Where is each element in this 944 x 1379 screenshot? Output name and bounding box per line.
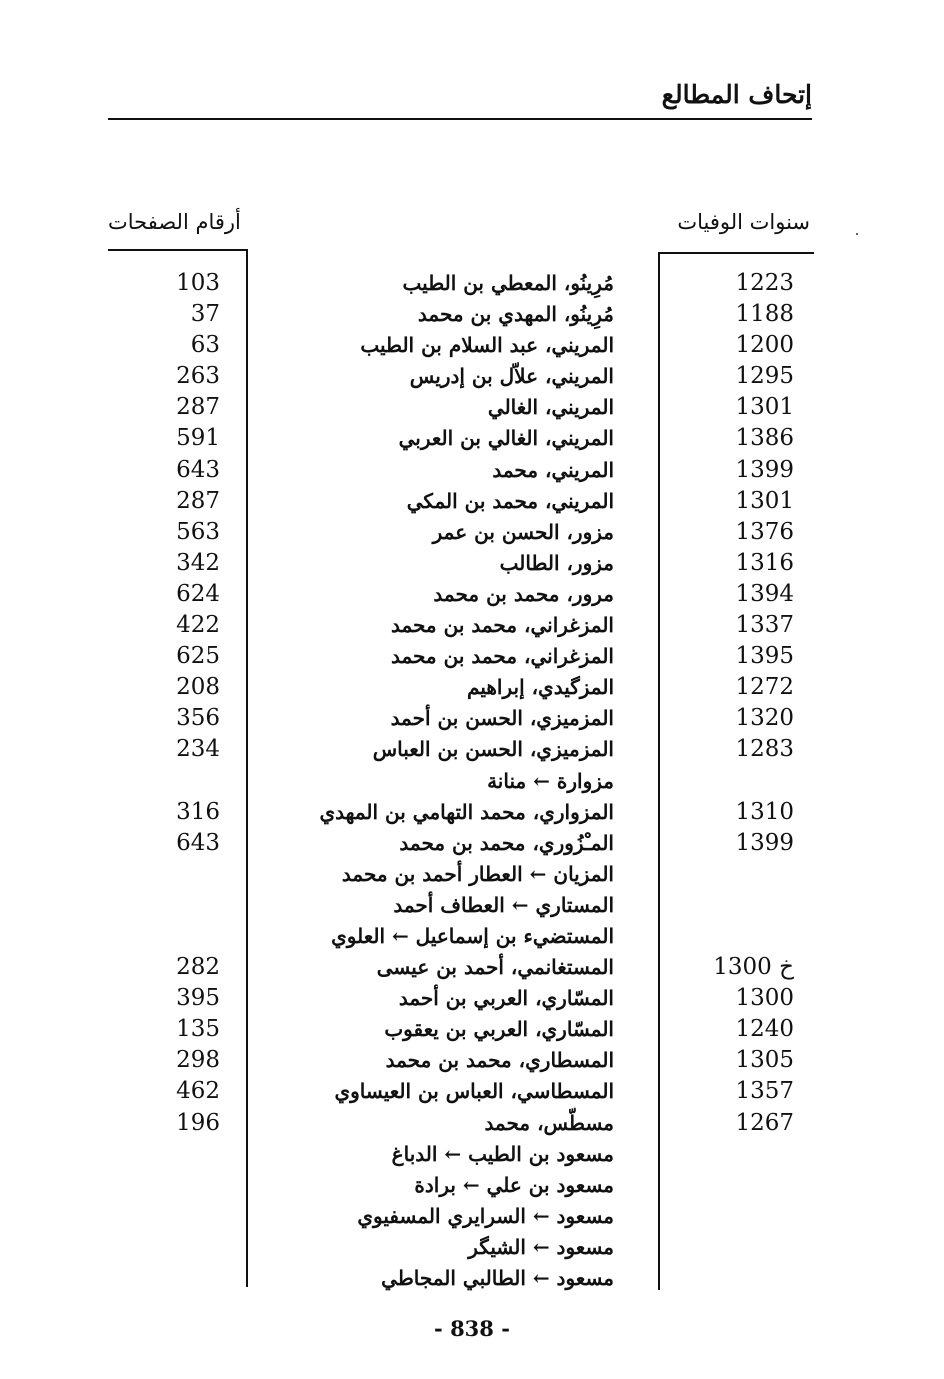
page-reference: 563 bbox=[176, 518, 220, 545]
index-entry-row bbox=[0, 828, 944, 859]
person-name: مسعود ← الشيگر bbox=[468, 1234, 614, 1259]
index-entry-row bbox=[0, 1076, 944, 1107]
page-reference: 263 bbox=[176, 363, 220, 390]
index-entry-row bbox=[0, 952, 944, 983]
index-entry-row bbox=[0, 1263, 944, 1294]
index-entry-row bbox=[0, 1170, 944, 1201]
person-name: مرور، محمد بن محمد bbox=[433, 581, 614, 606]
page-reference: 135 bbox=[176, 1016, 220, 1043]
page-reference: 342 bbox=[176, 549, 220, 576]
index-entry-row bbox=[0, 1014, 944, 1045]
page-reference: 234 bbox=[176, 736, 220, 763]
pages-column-heading: أرقام الصفحات bbox=[108, 210, 241, 234]
page-reference: 422 bbox=[176, 612, 220, 639]
index-entry-row bbox=[0, 1139, 944, 1170]
index-rows bbox=[0, 268, 944, 1294]
page-reference: 63 bbox=[190, 332, 220, 359]
index-entry-row bbox=[0, 1045, 944, 1076]
index-entry-row bbox=[0, 330, 944, 361]
page-reference: 287 bbox=[176, 487, 220, 514]
index-entry-row bbox=[0, 486, 944, 517]
index-entry-row bbox=[0, 548, 944, 579]
death-year: 1357 bbox=[735, 1078, 794, 1105]
person-name: مسعود بن الطيب ← الدباغ bbox=[391, 1141, 614, 1166]
index-entry-row bbox=[0, 921, 944, 952]
person-name: المريني، الغالي بن العربي bbox=[398, 426, 614, 451]
death-year: 1200 bbox=[735, 332, 794, 359]
person-name: المزميزي، الحسن بن العباس bbox=[372, 737, 614, 762]
person-name: المريني، محمد بن المكي bbox=[406, 488, 614, 513]
person-name: مسعود ← السرايري المسفيوي bbox=[357, 1203, 614, 1228]
index-entry-row bbox=[0, 423, 944, 454]
index-entry-row bbox=[0, 361, 944, 392]
person-name: المريني، محمد bbox=[492, 457, 614, 482]
index-entry-row bbox=[0, 797, 944, 828]
header-rule bbox=[108, 118, 812, 120]
person-name: المريني، الغالي bbox=[487, 395, 614, 420]
page-reference: 356 bbox=[176, 705, 220, 732]
death-year: 1295 bbox=[735, 363, 794, 390]
death-year: 1188 bbox=[735, 301, 794, 328]
person-name: المريني، علاّل بن إدريس bbox=[409, 364, 614, 389]
index-entry-row bbox=[0, 1108, 944, 1139]
person-name: المسطاسي، العباس بن العيساوي bbox=[334, 1079, 614, 1104]
death-year: 1399 bbox=[735, 456, 794, 483]
person-name: المريني، عبد السلام بن الطيب bbox=[360, 333, 614, 358]
page-reference: 591 bbox=[176, 425, 220, 452]
person-name: المزيان ← العطار أحمد بن محمد bbox=[341, 861, 614, 886]
death-year: 1316 bbox=[735, 549, 794, 576]
person-name: مزور، الحسن بن عمر bbox=[432, 519, 614, 544]
index-entry-row bbox=[0, 766, 944, 797]
page-reference: 462 bbox=[176, 1078, 220, 1105]
index-entry-row bbox=[0, 703, 944, 734]
page-number: - 838 - bbox=[434, 1316, 510, 1341]
index-entry-row bbox=[0, 455, 944, 486]
index-entry-row bbox=[0, 859, 944, 890]
index-entry-row bbox=[0, 890, 944, 921]
person-name: المـْزُوري، محمد بن محمد bbox=[399, 830, 614, 855]
index-entry-row bbox=[0, 610, 944, 641]
person-name: المستضيء بن إسماعيل ← العلوي bbox=[331, 923, 614, 948]
person-name: المزغراني، محمد بن محمد bbox=[390, 644, 614, 669]
death-year: 1301 bbox=[735, 394, 794, 421]
page-reference: 643 bbox=[176, 456, 220, 483]
death-year: 1386 bbox=[735, 425, 794, 452]
page-reference: 316 bbox=[176, 798, 220, 825]
death-year: 1337 bbox=[735, 612, 794, 639]
page-reference: 208 bbox=[176, 674, 220, 701]
person-name: مسطّس، محمد bbox=[484, 1110, 614, 1135]
death-year: 1300 bbox=[735, 985, 794, 1012]
page-reference: 643 bbox=[176, 829, 220, 856]
death-year: 1310 bbox=[735, 798, 794, 825]
years-column-heading: سنوات الوفيات bbox=[677, 210, 810, 234]
death-year: خ 1300 bbox=[713, 954, 794, 981]
page-reference: 103 bbox=[176, 270, 220, 296]
index-entry-row bbox=[0, 734, 944, 765]
death-year: 1283 bbox=[735, 736, 794, 763]
page-reference: 37 bbox=[190, 301, 220, 328]
page-reference: 298 bbox=[176, 1047, 220, 1074]
death-year: 1376 bbox=[735, 518, 794, 545]
death-year: 1223 bbox=[735, 270, 794, 296]
person-name: المزميزي، الحسن بن أحمد bbox=[390, 706, 614, 731]
person-name: المزگيدي، إبراهيم bbox=[467, 675, 614, 700]
death-year: 1240 bbox=[735, 1016, 794, 1043]
index-entry-row bbox=[0, 392, 944, 423]
person-name: مسعود ← الطالبي المجاطي bbox=[381, 1266, 614, 1290]
page-reference: 625 bbox=[176, 643, 220, 670]
person-name: المستاري ← العطاف أحمد bbox=[393, 892, 614, 917]
index-entry-row bbox=[0, 517, 944, 548]
page-reference: 624 bbox=[176, 580, 220, 607]
page-reference: 196 bbox=[176, 1109, 220, 1136]
death-year: 1320 bbox=[735, 705, 794, 732]
index-entry-row bbox=[0, 579, 944, 610]
person-name: مزوارة ← منانة bbox=[487, 768, 614, 793]
index-entry-row bbox=[0, 1232, 944, 1263]
person-name: المسطاري، محمد بن محمد bbox=[385, 1048, 614, 1073]
death-year: 1267 bbox=[735, 1109, 794, 1136]
index-entry-row bbox=[0, 268, 944, 299]
person-name: مزور، الطالب bbox=[499, 550, 614, 575]
page-reference: 287 bbox=[176, 394, 220, 421]
index-entry-row bbox=[0, 1201, 944, 1232]
death-year: 1395 bbox=[735, 643, 794, 670]
page-reference: 282 bbox=[176, 954, 220, 981]
person-name: المزغراني، محمد بن محمد bbox=[390, 613, 614, 638]
death-year: 1272 bbox=[735, 674, 794, 701]
person-name: المسّاري، العربي بن أحمد bbox=[398, 986, 614, 1011]
death-year: 1305 bbox=[735, 1047, 794, 1074]
person-name: مُرِينُو، المهدي بن محمد bbox=[417, 302, 614, 327]
index-entry-row bbox=[0, 672, 944, 703]
death-year: 1399 bbox=[735, 829, 794, 856]
person-name: مسعود بن علي ← برادة bbox=[414, 1172, 614, 1197]
stray-dot bbox=[856, 233, 858, 235]
person-name: المسّاري، العربي بن يعقوب bbox=[384, 1017, 614, 1042]
person-name: المزواري، محمد التهامي بن المهدي bbox=[319, 799, 614, 824]
death-year: 1394 bbox=[735, 580, 794, 607]
page-reference: 395 bbox=[176, 985, 220, 1012]
index-entry-row bbox=[0, 641, 944, 672]
index-entry-row bbox=[0, 299, 944, 330]
person-name: المستغانمي، أحمد بن عيسى bbox=[376, 955, 614, 980]
running-title: إتحاف المطالع bbox=[661, 80, 812, 109]
person-name: مُرِينُو، المعطي بن الطيب bbox=[402, 271, 614, 295]
index-entry-row bbox=[0, 983, 944, 1014]
death-year: 1301 bbox=[735, 487, 794, 514]
